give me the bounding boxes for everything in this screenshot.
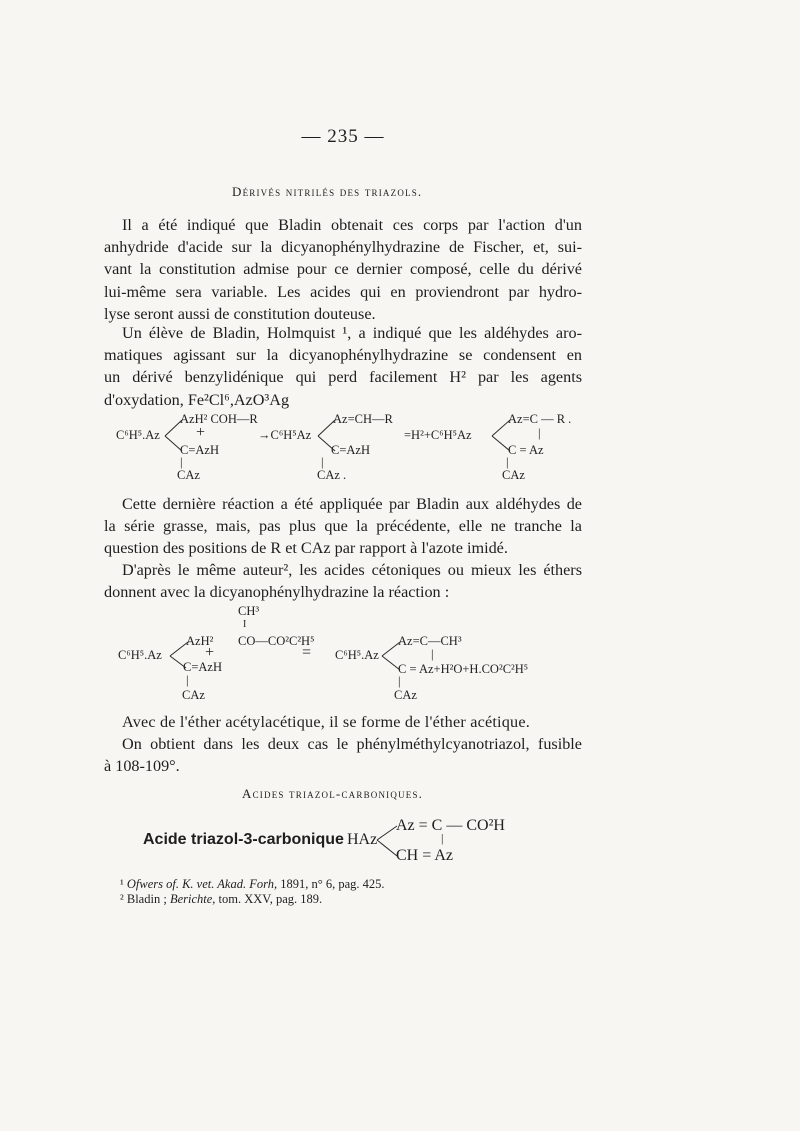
- section-heading-text: Dérivés nitrilés des triazols.: [232, 184, 423, 199]
- text-line: lui-même sera variable. Les acides qui en proviendront par hydro-: [104, 282, 582, 301]
- reaction1-product1-top: Az=CH—R: [333, 412, 393, 426]
- reaction2-ch3: CH³: [238, 604, 260, 618]
- text-line: un dérivé benzylidénique qui perd facilement H² par les agents: [104, 368, 582, 387]
- reaction1-product2-mid: C = Az: [508, 443, 544, 457]
- footnote-source: Ofwers of. K. vet. Akad. Forh,: [126, 877, 278, 891]
- acid-label: Acide triazol-3-carbonique: [143, 831, 344, 848]
- paragraph-2: [104, 322, 582, 411]
- reaction1-reactant-bar: |: [180, 455, 183, 469]
- reaction2-reactant-bottom: CAz: [182, 688, 205, 702]
- text-line: Un élève de Bladin, Holmquist ¹, a indiqué que les aldéhydes aro-: [122, 324, 582, 342]
- acid-bar: |: [441, 831, 444, 845]
- text-line: à 108-109°.: [104, 757, 180, 776]
- text-line: d'oxydation, Fe²Cl⁶,AzO³Ag: [104, 390, 290, 409]
- reaction1-arrow: →C⁶H⁵Az: [258, 428, 312, 442]
- reaction2-product-bar2: |: [398, 674, 401, 688]
- reaction2-reactant-top: AzH²: [186, 634, 214, 648]
- reaction1-product1-bottom: CAz .: [317, 468, 347, 482]
- reaction1-product2-bar2: |: [506, 455, 509, 469]
- text-line: Il a été indiqué que Bladin obtenait ces corps par l'action d'un: [122, 216, 582, 234]
- reaction1-product2-eq: =H²+C⁶H⁵Az: [404, 428, 472, 442]
- reaction2-reactant-left: C⁶H⁵.Az: [118, 648, 162, 662]
- reaction2-ester: CO—CO²C²H⁵: [238, 634, 315, 648]
- paragraph-5: [104, 711, 582, 778]
- text-line: matiques agissant sur la dicyanophénylhydrazine se condensent en: [104, 346, 582, 365]
- bond-line: [377, 840, 397, 856]
- footnote-ref: 1891, n° 6, pag. 425.: [277, 877, 385, 891]
- paragraph-1: [104, 214, 582, 325]
- text-line: vant la constitution admise pour ce dernier composé, celle du dérivé: [104, 260, 582, 279]
- reaction1-reactant-left: C⁶H⁵.Az: [116, 428, 160, 442]
- reaction1-reactant-mid: C=AzH: [180, 443, 219, 457]
- section-heading-acids: [242, 786, 423, 802]
- text-line: Cette dernière réaction a été appliquée par Bladin aux aldéhydes de: [122, 495, 582, 513]
- text-line: anhydride d'acide sur la dicyanophénylhydrazine de Fischer, et, sui-: [104, 238, 582, 257]
- footnote-author: Bladin ;: [126, 892, 170, 906]
- bond-line: [377, 826, 397, 840]
- reaction1-plus: +: [196, 424, 206, 441]
- reaction2-equals: =: [302, 644, 312, 661]
- section-heading-nitriles: [232, 184, 422, 200]
- text-line: question des positions de R et CAz par rapport à l'azote imidé.: [104, 539, 508, 558]
- footnote-source: Berichte,: [169, 892, 216, 906]
- text-line: D'après le même auteur², les acides cétoniques ou mieux les éthers: [122, 561, 582, 579]
- reaction1-product1-mid: C=AzH: [331, 443, 370, 457]
- paragraph-4: [104, 559, 582, 603]
- reaction2-product-bottom: CAz: [394, 688, 417, 702]
- section-heading-text: Acides triazol-carboniques.: [242, 786, 424, 801]
- text-line: donnent avec la dicyanophénylhydrazine la réaction :: [104, 583, 450, 602]
- reaction2-product-left: C⁶H⁵.Az: [335, 648, 379, 662]
- reaction2-product-top: Az=C—CH³: [398, 634, 462, 648]
- reaction1-product1-bar: |: [321, 455, 324, 469]
- reaction2-plus: +: [205, 644, 215, 661]
- reaction1-product2-bar1: |: [538, 426, 541, 440]
- reaction2-reactant-bar: |: [186, 673, 189, 687]
- reaction1-product2-bottom: CAz: [502, 468, 525, 482]
- paragraph-3: [104, 493, 582, 560]
- reaction2-product-bar: |: [431, 647, 434, 661]
- footnote-ref: tom. XXV, pag. 189.: [215, 892, 323, 906]
- page-number: — 235 —: [301, 126, 385, 147]
- reaction1-reactant-top: AzH² COH—R: [180, 412, 258, 426]
- footnote-1: [120, 877, 385, 892]
- reaction2-bar0: I: [243, 619, 247, 630]
- acid-bottom: CH = Az: [396, 847, 454, 864]
- footnote-mark: ²: [120, 892, 124, 906]
- text-line: la série grasse, mais, pas plus que la précédente, elle ne tranche la: [104, 517, 582, 536]
- acid-haz: HAz: [347, 831, 378, 848]
- text-line: Avec de l'éther acétylacétique, il se forme de l'éther acétique.: [122, 713, 530, 731]
- reaction2-reactant-mid: C=AzH: [183, 660, 222, 674]
- text-line: lyse seront aussi de constitution douteuse.: [104, 304, 376, 323]
- footnote-2: [120, 892, 322, 907]
- reaction1-reactant-bottom: CAz: [177, 468, 200, 482]
- acid-top: Az = C — CO²H: [396, 817, 505, 834]
- text-line: On obtient dans les deux cas le phénylméthylcyanotriazol, fusible: [122, 735, 582, 754]
- reaction1-product2-top: Az=C — R .: [508, 412, 572, 426]
- reaction2-product-mid: C = Az+H²O+H.CO²C²H⁵: [398, 662, 529, 676]
- footnote-mark: ¹: [120, 877, 124, 891]
